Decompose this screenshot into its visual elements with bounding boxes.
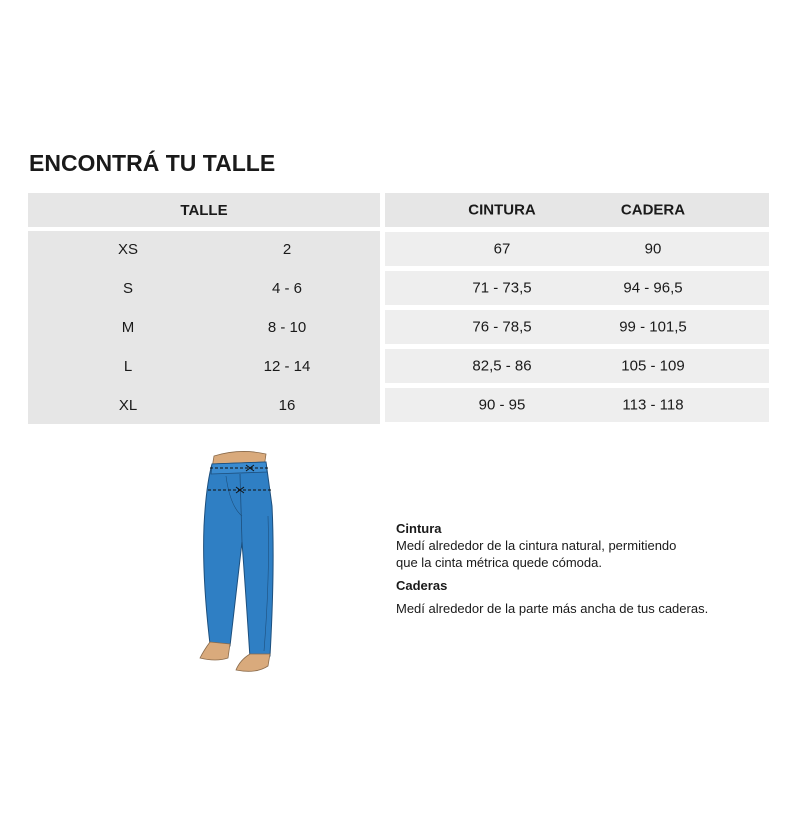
size-table [28,193,380,424]
cadera-value: 105 - 109 [621,357,685,375]
measurement-notes [396,520,756,617]
table-row [385,232,769,266]
size-label: XS [117,240,139,258]
caderas-note-title: Caderas [396,578,448,593]
cintura-header: CINTURA [468,201,536,219]
measurements-header [385,193,769,227]
cadera-header: CADERA [620,201,686,219]
cintura-note-line2: que la cinta métrica quede cómoda. [396,555,602,570]
page-title: ENCONTRÁ TU TALLE [29,150,276,176]
table-row [28,231,380,267]
size-number: 4 - 6 [271,279,303,297]
table-row [28,348,380,384]
jeans-figure-icon [180,446,300,686]
table-row [28,387,380,423]
cadera-value: 113 - 118 [622,396,684,414]
size-label: L [123,357,133,375]
caderas-note-text: Medí alrededor de la parte más ancha de tus caderas. [396,601,709,616]
cintura-value: 90 - 95 [478,396,526,414]
talle-header: TALLE [28,193,380,231]
cintura-value: 71 - 73,5 [472,279,532,297]
cintura-value: 67 [493,240,511,258]
cintura-note-title: Cintura [396,521,442,536]
size-number: 8 - 10 [267,318,307,336]
size-label: M [121,318,135,336]
table-row [28,270,380,306]
cintura-value: 82,5 - 86 [472,357,532,375]
cadera-value: 90 [644,240,662,258]
size-number: 16 [278,396,296,414]
size-label: XL [118,396,138,414]
size-label: S [122,279,134,297]
size-number: 12 - 14 [263,357,311,375]
table-row [28,309,380,345]
cintura-value: 76 - 78,5 [472,318,532,336]
table-row [385,310,769,344]
cadera-value: 99 - 101,5 [619,318,687,336]
size-number: 2 [282,240,292,258]
table-row [385,388,769,422]
cadera-value: 94 - 96,5 [623,279,683,297]
cintura-note-line1: Medí alrededor de la cintura natural, permitiendo [396,538,677,553]
table-row [385,349,769,383]
table-row [385,271,769,305]
